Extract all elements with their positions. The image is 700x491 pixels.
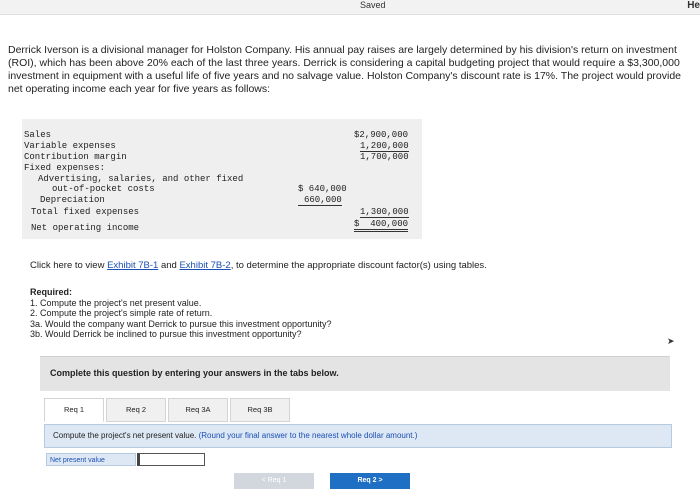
- required-item: 2. Compute the project's simple rate of return.: [30, 308, 213, 318]
- saved-status: Saved: [360, 0, 386, 10]
- question-text: [53, 431, 417, 440]
- exhibit-mid: and: [158, 260, 180, 271]
- prev-req-button[interactable]: < Req 1: [234, 473, 314, 489]
- cm-value: 1,700,000: [360, 152, 409, 162]
- question-note: (Round your final answer to the nearest whole dollar amount.): [198, 431, 418, 440]
- exhibit-7b1-link[interactable]: Exhibit 7B-1: [107, 260, 159, 271]
- npv-input[interactable]: [137, 453, 205, 466]
- problem-intro: Derrick Iverson is a divisional manager for Holston Company. His annual pay raises are largely determined by his division's return on investment (ROI), which has been above 20% each of the last three years. Derrick is considering a capital budgeting project that would require a $3,300,000 investment in equipment with a useful life of five years and no salvage value. Holston Company's discount rate is 17%. The project would provide net operating income each year for five years as follows:: [8, 44, 682, 95]
- dep-label: Depreciation: [40, 195, 105, 205]
- variable-label: Variable expenses: [24, 141, 116, 151]
- exhibit-7b2-link[interactable]: Exhibit 7B-2: [179, 260, 231, 271]
- noi-label: Net operating income: [31, 223, 140, 233]
- sales-value: $2,900,000: [354, 130, 409, 140]
- adv-label-1: Advertising, salaries, and other fixed: [38, 174, 244, 184]
- cm-label: Contribution margin: [24, 152, 127, 162]
- variable-value: 1,200,000: [360, 141, 409, 151]
- required-list: [30, 287, 332, 340]
- exhibit-instruction: [30, 260, 487, 271]
- adv-label-2: out-of-pocket costs: [52, 184, 155, 194]
- income-statement: [22, 119, 422, 239]
- tab-req-2[interactable]: Req 2: [106, 398, 166, 422]
- tab-req-1[interactable]: Req 1: [44, 398, 104, 422]
- total-fixed-value: 1,300,000: [360, 207, 409, 217]
- exhibit-suffix: , to determine the appropriate discount factor(s) using tables.: [230, 260, 487, 271]
- tab-req-3a[interactable]: Req 3A: [168, 398, 228, 422]
- instruction-text: Complete this question by entering your answers in the tabs below.: [50, 368, 339, 378]
- sales-label: Sales: [24, 130, 52, 140]
- instruction-banner: [40, 356, 670, 391]
- required-item: 3a. Would the company want Derrick to pursue this investment opportunity?: [30, 318, 332, 329]
- required-item: 3b. Would Derrick be inclined to pursue this investment opportunity?: [30, 329, 302, 339]
- question-main: Compute the project's net present value.: [53, 431, 199, 440]
- top-bar: [0, 0, 700, 15]
- next-req-button[interactable]: Req 2 >: [330, 473, 410, 489]
- exhibit-prefix: Click here to view: [30, 260, 108, 271]
- adv-value: $ 640,000: [298, 184, 347, 194]
- required-header: Required:: [30, 287, 73, 297]
- required-item: 1. Compute the project's net present value.: [30, 297, 202, 308]
- mouse-cursor-icon: ➤: [667, 336, 675, 346]
- fixed-header: Fixed expenses:: [24, 163, 106, 173]
- tab-req-3b[interactable]: Req 3B: [230, 398, 290, 422]
- npv-label: Net present value: [46, 453, 136, 466]
- question-bar: [44, 424, 672, 448]
- help-link[interactable]: He: [687, 0, 700, 11]
- noi-value: $ 400,000: [354, 219, 408, 232]
- total-fixed-label: Total fixed expenses: [31, 207, 140, 217]
- dep-value: 660,000: [298, 195, 342, 206]
